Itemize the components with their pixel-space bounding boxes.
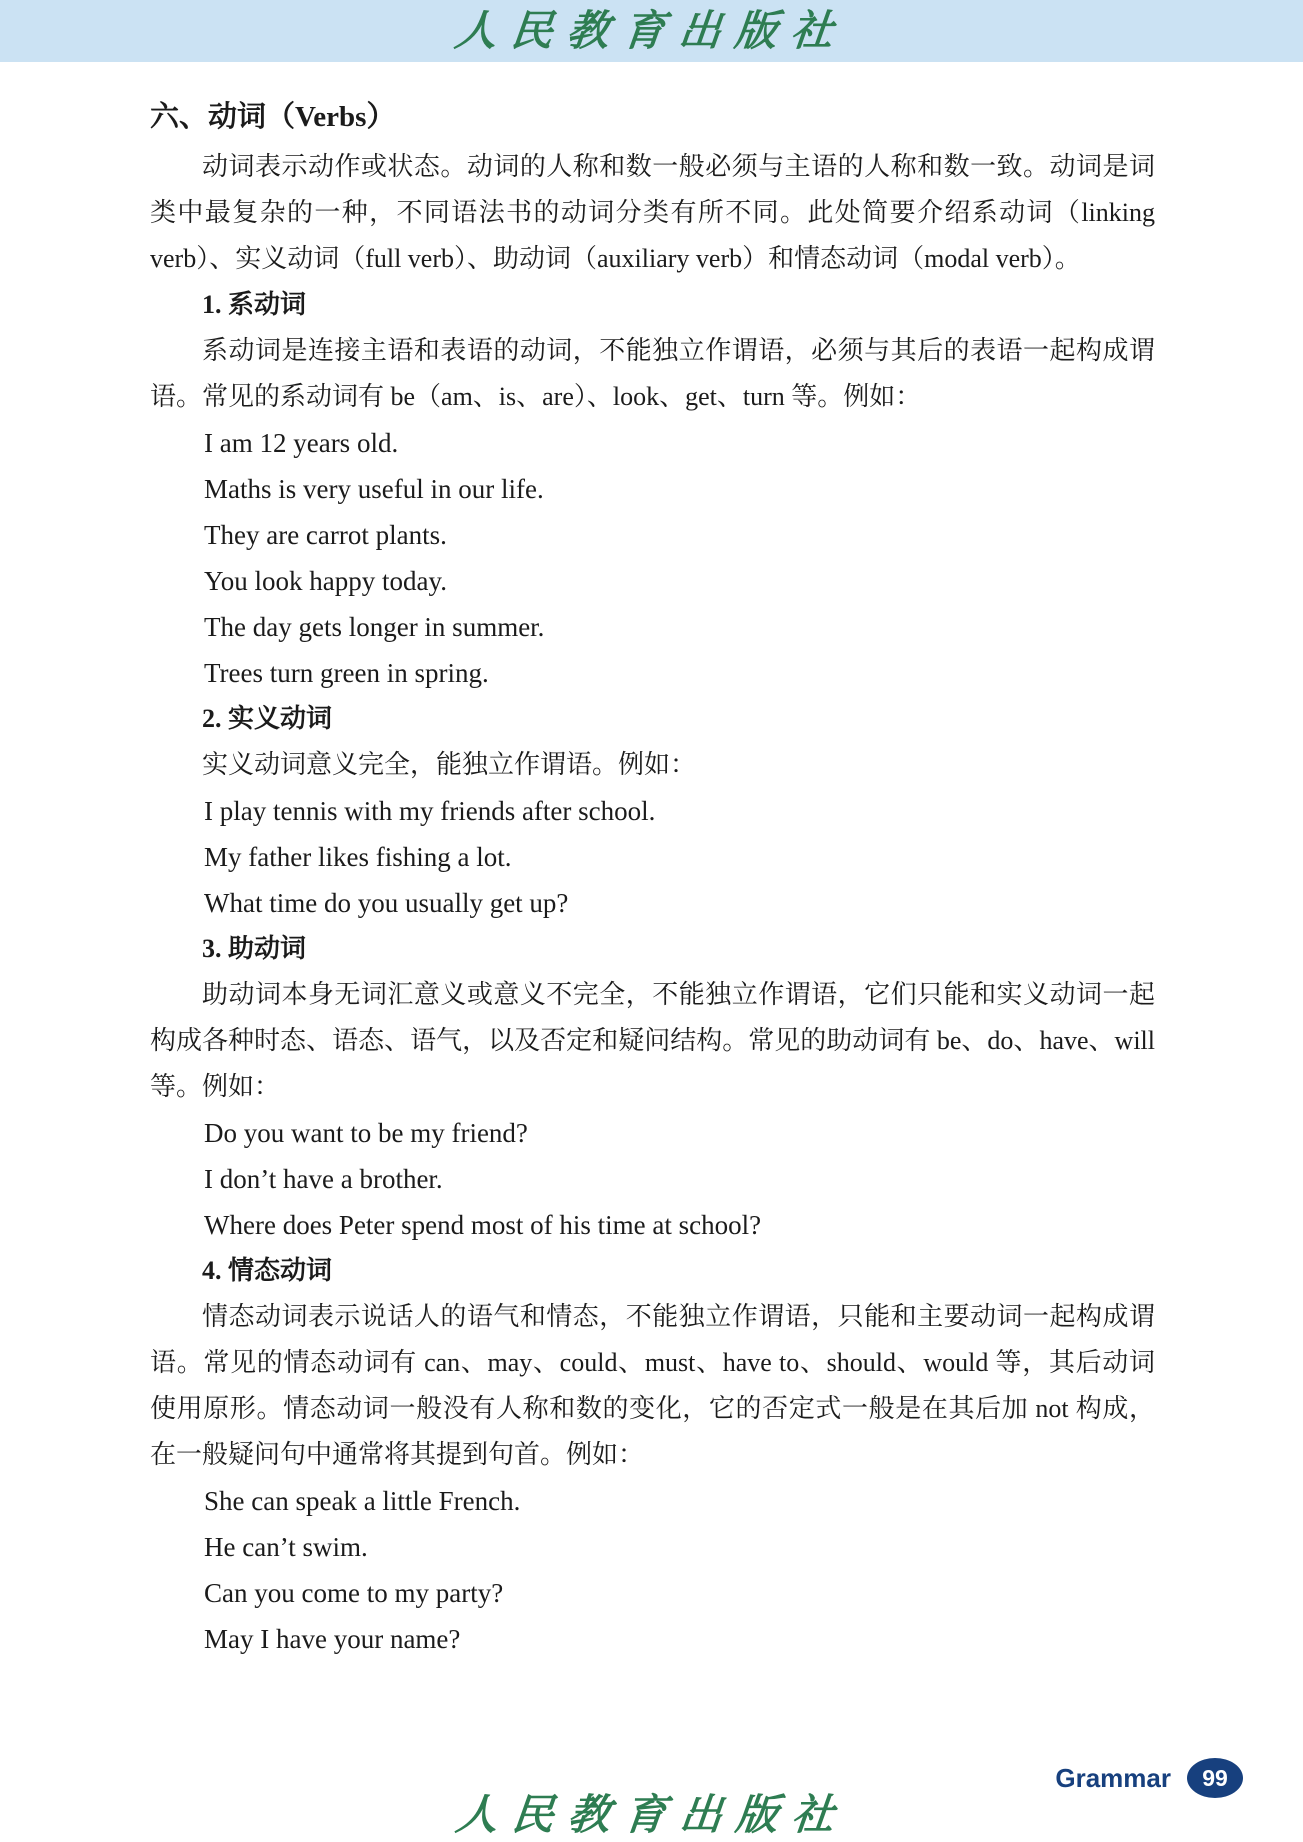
- example-list: [150, 1478, 1155, 1662]
- example-sentence: Can you come to my party?: [204, 1578, 504, 1608]
- grammar-section: [150, 1248, 1155, 1662]
- example-sentence: The day gets longer in summer.: [204, 612, 545, 642]
- example-sentence: Where does Peter spend most of his time at school?: [204, 1210, 762, 1240]
- publisher-logo-top: 人民教育出版社: [452, 6, 851, 55]
- example-sentence: Do you want to be my friend?: [204, 1118, 528, 1148]
- example-sentence: Trees turn green in spring.: [204, 658, 489, 688]
- example-sentence: He can’t swim.: [204, 1532, 368, 1562]
- page-title: 六、动词（Verbs）: [150, 101, 396, 133]
- section-heading: 2. 实义动词: [202, 704, 333, 733]
- example-list: [150, 1110, 1155, 1248]
- section-body: 系动词是连接主语和表语的动词，不能独立作谓语，必须与其后的表语一起构成谓语。常见的系动词有 be（am、is、are）、look、get、turn 等。例如：: [150, 336, 1155, 411]
- top-banner: [0, 0, 1303, 62]
- section-heading: 3. 助动词: [202, 934, 307, 963]
- section-body: 助动词本身无词汇意义或意义不完全，不能独立作谓语，它们只能和实义动词一起构成各种时态、语态、语气，以及否定和疑问结构。常见的助动词有 be、do、have、will 等。例如：: [150, 980, 1155, 1101]
- example-sentence: You look happy today.: [204, 566, 448, 596]
- footer-section-label: Grammar: [1055, 1763, 1171, 1793]
- page-number-badge: [1187, 1758, 1243, 1798]
- intro-paragraph: 动词表示动作或状态。动词的人称和数一般必须与主语的人称和数一致。动词是词类中最复杂的一种，不同语法书的动词分类有所不同。此处简要介绍系动词（linking verb）、实义动词（full verb）、助动词（auxiliary verb）和情态动词（modal verb）。: [150, 152, 1155, 273]
- example-sentence: She can speak a little French.: [204, 1486, 521, 1516]
- publisher-logo-bottom: 人民教育出版社: [452, 1790, 851, 1839]
- page-number: 99: [1202, 1764, 1228, 1791]
- grammar-section: [150, 926, 1155, 1248]
- sections: [150, 282, 1155, 1662]
- grammar-section: [150, 282, 1155, 696]
- section-heading: 4. 情态动词: [202, 1256, 333, 1285]
- section-body: 实义动词意义完全，能独立作谓语。例如：: [202, 750, 697, 779]
- example-sentence: My father likes fishing a lot.: [204, 842, 512, 872]
- example-sentence: What time do you usually get up?: [204, 888, 569, 918]
- example-sentence: Maths is very useful in our life.: [204, 474, 544, 504]
- example-list: [150, 420, 1155, 696]
- example-sentence: They are carrot plants.: [204, 520, 447, 550]
- footer: [1055, 1758, 1243, 1798]
- example-sentence: I don’t have a brother.: [204, 1164, 443, 1194]
- section-body: 情态动词表示说话人的语气和情态，不能独立作谓语，只能和主要动词一起构成谓语。常见的情态动词有 can、may、could、must、have to、should、would 等，其后动词使用原形。情态动词一般没有人称和数的变化，它的否定式一般是在其后加 not 构成，在一般疑问句中通常将其提到句首。例如：: [150, 1302, 1155, 1469]
- example-list: [150, 788, 1155, 926]
- page-content: [0, 62, 1303, 1662]
- example-sentence: May I have your name?: [204, 1624, 461, 1654]
- grammar-section: [150, 696, 1155, 926]
- example-sentence: I am 12 years old.: [204, 428, 399, 458]
- example-sentence: I play tennis with my friends after school.: [204, 796, 656, 826]
- section-heading: 1. 系动词: [202, 290, 307, 319]
